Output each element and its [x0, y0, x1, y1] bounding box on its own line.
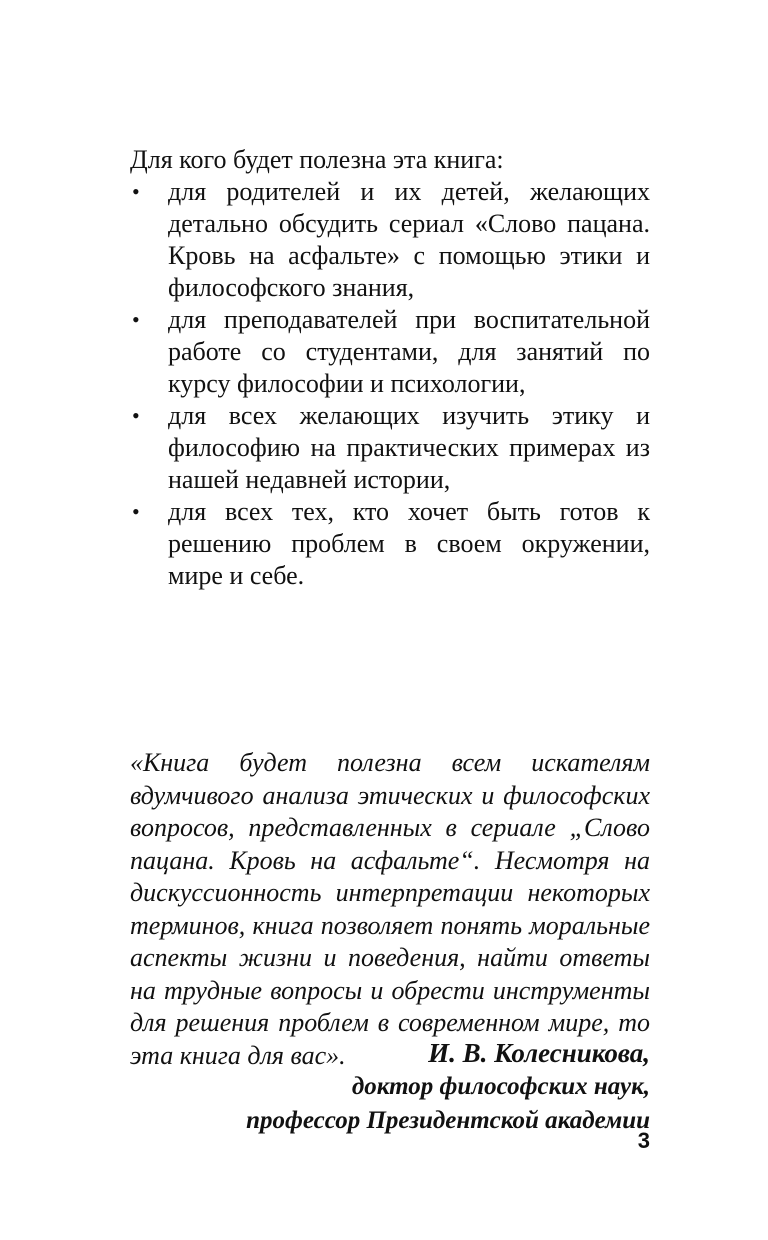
bullet-icon: •: [132, 403, 140, 428]
list-item: [130, 400, 650, 496]
audience-list: [130, 176, 650, 592]
author-degree: доктор философских наук,: [351, 1073, 650, 1100]
quote-attribution: [130, 1036, 650, 1138]
bullet-icon: •: [132, 179, 140, 204]
book-page: [130, 0, 650, 1240]
list-item: [130, 176, 650, 304]
bullet-icon: •: [132, 307, 140, 332]
list-item-text: для всех тех, кто хочет быть готов к решению проблем в своем окружении, мире и себе.: [168, 497, 650, 590]
author-position: профессор Президентской академии: [246, 1107, 650, 1134]
intro-heading: Для кого будет полезна эта книга:: [130, 145, 504, 174]
list-item-text: для преподавателей при воспитательной работе со студентами, для занятий по курсу философии и психологии,: [168, 305, 650, 398]
bullet-icon: •: [132, 499, 140, 524]
list-item-text: для родителей и их детей, желающих детально обсудить сериал «Слово пацана. Кровь на асфальте» с помощью этики и философского знания,: [168, 177, 650, 302]
page-number: 3: [637, 1128, 650, 1153]
list-item: [130, 304, 650, 400]
list-item-text: для всех желающих изучить этику и философию на практических примерах из нашей недавней истории,: [168, 401, 650, 494]
list-item: [130, 496, 650, 592]
review-quote: «Книга будет полезна всем искателям вдумчивого анализа этических и философских вопросов, представленных в сериале „Слово пацана. Кровь на асфальте“. Несмотря на дискуссионность интерпретации некоторых терминов, книга позволяет понять моральные аспекты жизни и поведения, найти ответы на трудные вопросы и обрести инструменты для решения проблем в современном мире, то эта книга для вас».: [130, 748, 650, 1070]
author-name: И. В. Колесникова,: [428, 1038, 650, 1068]
